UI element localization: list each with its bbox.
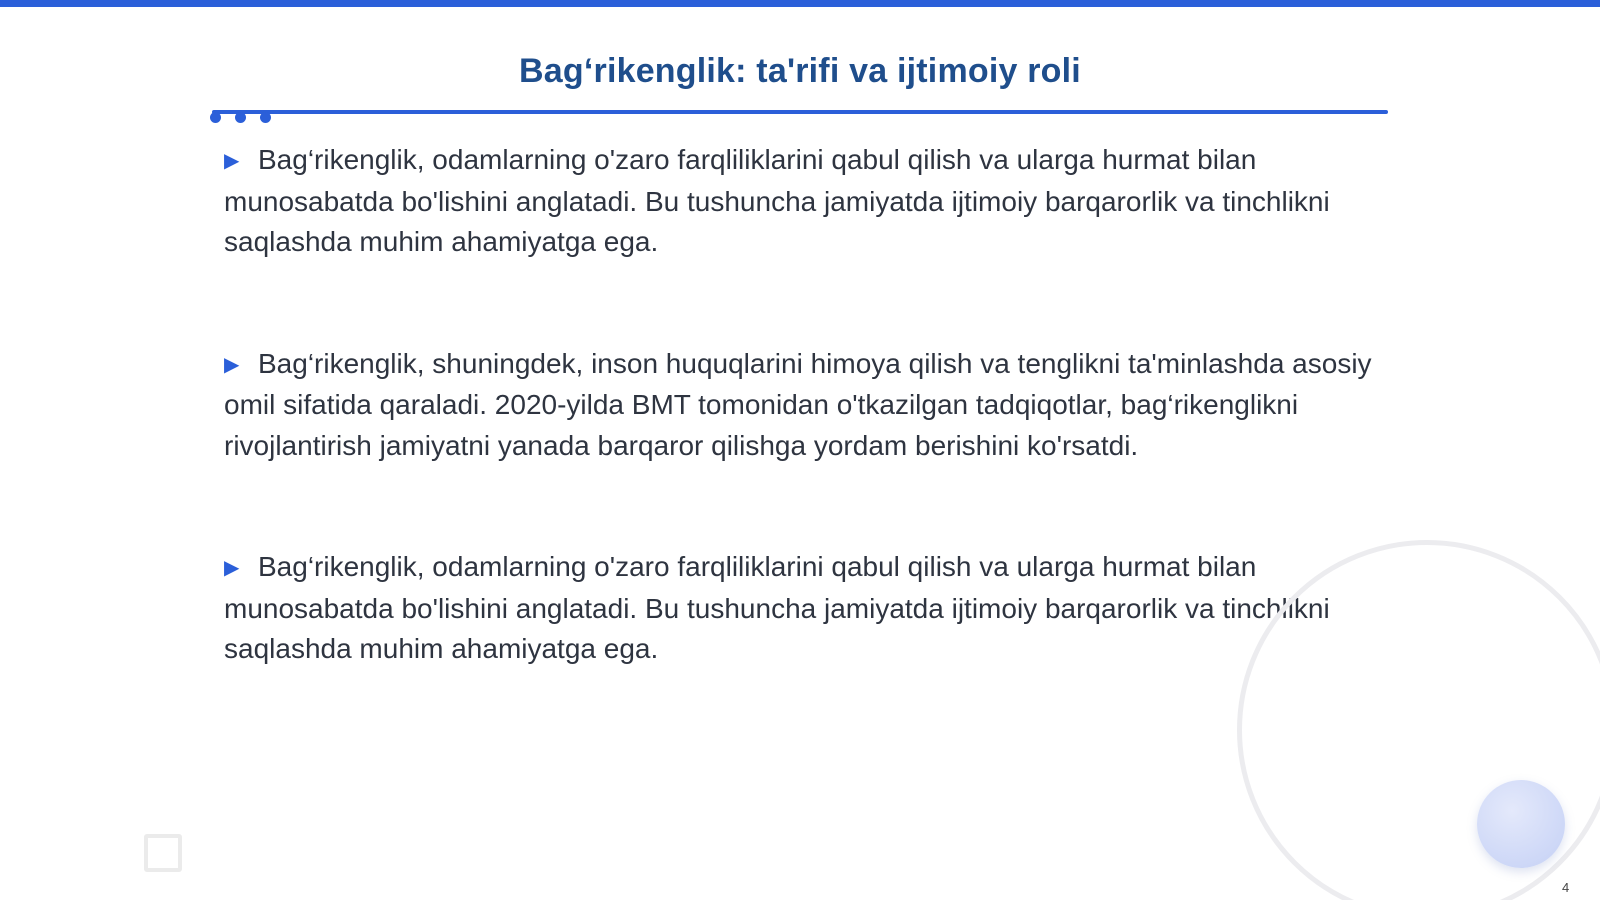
bullet-text: Bag‘rikenglik, odamlarning o'zaro farqliliklarini qabul qilish va ularga hurmat bilan munosabatda bo'lishini anglatadi. Bu tushuncha jamiyatda ijtimoiy barqarorlik va tinchlikni saqlashda muhim ahamiyatga ega. (224, 551, 1330, 664)
triangle-right-icon: ▶ (224, 150, 240, 172)
bullet-text: Bag‘rikenglik, shuningdek, inson huquqlarini himoya qilish va tenglikni ta'minlashda asosiy omil sifatida qaraladi. 2020-yilda BMT tomonidan o'tkazilgan tadqiqotlar, bag‘rikenglikni rivojlantirish jamiyatni yanada barqaror qilishga yordam berishini ko'rsatdi. (224, 347, 1372, 461)
bullet-list (224, 140, 1374, 751)
bullet-item (224, 547, 1374, 670)
decor-dot (235, 112, 246, 123)
bullet-text: Bag‘rikenglik, odamlarning o'zaro farqliliklarini qabul qilish va ularga hurmat bilan munosabatda bo'lishini anglatadi. Bu tushuncha jamiyatda ijtimoiy barqarorlik va tinchlikni saqlashda muhim ahamiyatga ega. (224, 144, 1330, 257)
slide-title: Bag‘rikenglik: ta'rifi va ijtimoiy roli (519, 52, 1081, 90)
top-accent-bar (0, 0, 1600, 7)
triangle-right-icon: ▶ (224, 557, 240, 579)
decor-dot (260, 112, 271, 123)
triangle-right-icon: ▶ (224, 353, 240, 376)
decor-circle (1477, 780, 1565, 868)
bullet-item (224, 344, 1374, 467)
decor-square (144, 834, 182, 872)
bullet-item (224, 140, 1374, 263)
decor-dot (210, 112, 221, 123)
title-underline (212, 110, 1388, 114)
page-number: 4 (1562, 880, 1570, 895)
